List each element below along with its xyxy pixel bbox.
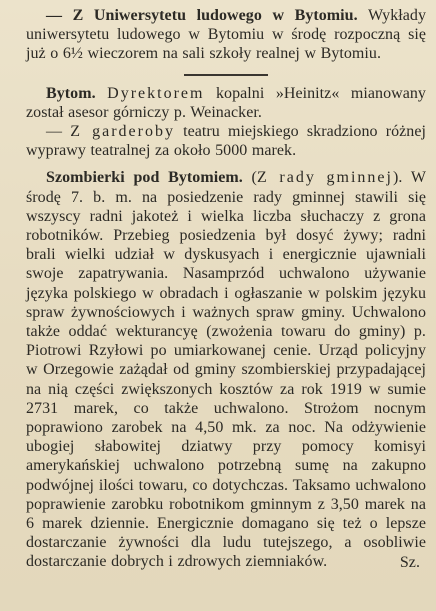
section-divider [184,74,268,76]
article-signature: Sz. [399,553,420,571]
article-dyrektor [26,84,426,122]
article-szombierki-spaced: Z rady gminnej [256,169,393,187]
article-garderoba-spaced: Z garderoby [70,123,175,141]
article-uniwersytet-lead: — Z Uniwersytetu ludowego w Bytomiu. [46,7,358,24]
article-dyrektor-body: kopalni »Heinitz« mianowany został asesor górniczy p. Weinacker. [26,84,426,121]
article-dyrektor-lead: Bytom. [46,84,96,102]
paragraph-gap [26,160,426,168]
article-dyrektor-spaced: Dyrektorem [107,84,205,102]
article-szombierki-lead: Szombierki pod Bytomiem. [46,169,243,187]
article-szombierki-paren-open: ( [242,169,257,187]
article-szombierki-paren-close: ). [392,169,411,187]
article-garderoba [26,122,426,160]
article-garderoba-body: teatru miejskiego skradziono różnej wyprawy teatralnej za około 5000 marek. [26,123,426,160]
article-uniwersytet [26,6,426,64]
article-szombierki [26,168,426,571]
article-garderoba-dash: — [46,123,71,141]
article-uniwersytet-body: Wykłady uniwersytetu ludowego w Bytomiu w środę rozpoczną się już o 6½ wieczorem na sali szkoły realnej w Bytomiu. [26,7,426,63]
text-column [26,6,426,572]
article-szombierki-body: W środę 7. b. m. na posiedzenie rady gminnej stawili się wszyscy radni jakoteż i wielka liczba słuchaczy z grona robotników. Przebieg posiedzenia był dosyć żywy; radni brali wielki udział w dyskusyach i energicznie ujawniali swoje zapatrywania. Nasamprzód uchwalono używanie języka polskiego w obradach i ogłaszanie w polskim języku spraw żywnościowych i ważnych spraw gminy. Uchwalono także oddać wekturancyę (zwożenia towaru do gminy) p. Piotrowi Rzyłowi po umiarkowanej cenie. Urząd policyjny w Orzegowie zażądał od gminy szombierskiej przypadającej na nią części zwiększonych kosztów za rok 1919 w sumie 2731 marek, co także uchwalono. Strożom nocnym poprawiono zarobek na 4,50 mk. za noc. Na odżywienie ubogiej słabowitej dziatwy przy pomocy komisyi amerykańskiej uchwalono potrzebną sumę na zakupno podwójnej ilości towaru, co dotychczas. Taksamo uchwalono poprawienie zarobku robotnikom gminnym z 3,50 marek na 6 marek dziennie. Energicznie domagano się też o lepsze dostarczanie żywności dla ludu tutejszego, a osobliwie dostarczanie dobrych i zdrowych ziemniaków. [26,169,427,571]
